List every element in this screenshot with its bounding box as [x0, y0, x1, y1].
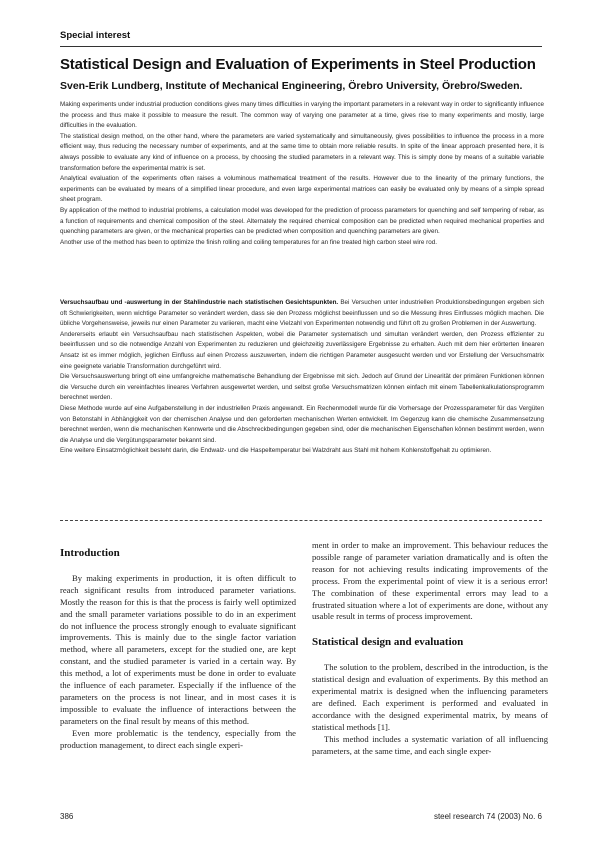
abstract-german: [60, 298, 544, 457]
section-heading-statistical-design: Statistical design and evaluation: [312, 636, 464, 649]
body-column-right: [312, 540, 548, 758]
body-paragraph: This method includes a systematic variation of all influencing parameters, at the same time, and each single exper-: [312, 733, 548, 756]
abstract-de-paragraph: Eine weitere Einsatzmöglichkeit besteht darin, die Endwalz- und die Haspeltemperatur bei Walzdraht aus Stahl mit hohem Kohlenstoffgehalt zu optimieren.: [60, 447, 492, 455]
header-rule: [60, 46, 542, 47]
abstract-english: [60, 100, 544, 248]
body-paragraph: By making experiments in production, it is often difficult to reach significant results from introduced parameter variations. Mostly the reason for this is that the process is fairly well optimized and the small parameter variations possible to do in an experiment do not influence the process strongly enough to evaluate significant improvements. This is mainly due to the single factor variation method, where all parameters, except for the studied one, are kept constant, and the studied parameter is varied in a certain way. By this method, a lot of experiments must be done in order to evaluate the influence of each parameter. Especially if the influence of the parameters on the process is not linear, and in most cases it is impossible to evaluate the influence of interactions between the parameters on the final result by means of this method.: [60, 572, 296, 726]
abstract-paragraph: The statistical design method, on the other hand, where the parameters are varied systematically and simultaneously, gives possibilities to influence the process in a more efficient way, thus reducing the necessary number of experiments, and at the same time to obtain more reliable results. In spite of the linear approach presented here, it is always possible to evaluate any kind of influence on a process, by choosing the studied parameters in a relevant way. This is simply done by means of a suitable variable transformation before the experimental matrix is set.: [60, 132, 544, 172]
page-number: 386: [60, 812, 74, 821]
abstract-de-heading: Versuchsaufbau und -auswertung in der Stahlindustrie nach statistischen Gesichtspunkten.: [60, 299, 339, 306]
article-authors: Sven-Erik Lundberg, Institute of Mechanical Engineering, Örebro University, Örebro/Sweden.: [60, 80, 523, 92]
abstract-paragraph: By application of the method to industrial problems, a calculation model was developed for the prediction of process parameters for quenching and self tempering of rebar, as a function of requirements and chemical composition of the steel. Alternately the required chemical composition can be predicted when required mechanical properties and quenching parameters are given, or the mechanical properties can be predicted when composition and quenching parameters are given.: [60, 206, 544, 236]
article-title: Statistical Design and Evaluation of Experiments in Steel Production: [60, 56, 536, 73]
section-tag: Special interest: [60, 30, 131, 41]
body-column-left: [60, 540, 296, 752]
abstract-de-paragraph: Die Versuchsauswertung bringt oft eine umfangreiche mathematische Behandlung der Ergebnisse mit sich. Jedoch auf Grund der Linearität der primären Funktionen können die Versuche durch ein vereinfachtes lineares Verfahren ausgewertet werden, und selbst große Versuchsmatrizen können einfach mit einem Tabellenkalkulationsprogramm berechnet werden.: [60, 373, 544, 402]
journal-citation: steel research 74 (2003) No. 6: [433, 812, 542, 821]
abstract-paragraph: Making experiments under industrial production conditions gives many times difficulties in varying the important parameters in a relevant way in order to significantly influence the process and thus make it possible to measure the result. The common way of varying one parameter at a time, gives rise to many experiments and mostly, large difficulties in the evaluation.: [60, 101, 544, 130]
abstract-divider: [60, 520, 542, 521]
abstract-paragraph: Analytical evaluation of the experiments often raises a voluminous mathematical treatment of the results. However due to the linearity of the primary functions, the experiments can be evaluated by means of a simplified linear procedure, and even large experimental matrices can easily be evaluated only by means of a simple spread sheet program.: [60, 175, 544, 204]
body-paragraph: Even more problematic is the tendency, especially from the production management, to direct each single experi-: [60, 727, 296, 750]
abstract-de-lead: [60, 298, 544, 330]
abstract-paragraph: Another use of the method has been to optimize the finish rolling and coiling temperatures for an fine treated high carbon steel wire rod.: [60, 238, 437, 246]
body-paragraph: The solution to the problem, described in the introduction, is the statistical design and evaluation of experiments. By this method an experimental matrix is designed when the influencing parameters are defined. Each experiment is performed and evaluated in accordance with the designed experimental matrix, by means of statistical methods [1].: [312, 662, 548, 732]
abstract-de-paragraph: Andererseits erlaubt ein Versuchsaufbau nach statistischen Aspekten, wobei die Parameter systematisch und simultan verändert werden, den Prozess effizienter zu beeinflussen und so die notwendige Anzahl von Experimenten zu reduzieren und gleichzeitig zuverlässigere Ergebnisse zu erhalten. Auch mit dem hier erörterten linearen Ansatz ist es immer möglich, jeglichen Einfluss auf einen Prozess auszuwerten, indem die richtigen Parameter ausgesucht werden und vor Erstellung der Versuchsmatrix eine geeignete variable Transformation durchgeführt wird.: [60, 330, 544, 370]
abstract-de-paragraph: Diese Methode wurde auf eine Aufgabenstellung in der industriellen Praxis angewandt. Ein Rechenmodell wurde für die Vorhersage der Prozessparameter für das Vergüten von Betonstahl in Abhängigkeit von der chemischen Analyse und den geforderten mechanischen Werten entwickelt. Im Gegenzug kann die chemische Zusammensetzung berechnet werden, wenn die mechanischen Kennwerte und die Abschreckbedingungen gegeben sind, oder die mechanischen Eigenschaften können bestimmt werden, wenn die Analyse und die Vergütungsparameter bekannt sind.: [60, 404, 544, 444]
section-heading-introduction: Introduction: [60, 547, 120, 559]
abstract-de-lead-text: Bei Versuchen unter industriellen Produktionsbedingungen ergeben sich oft Schwierigkeiten, wenn wichtige Parameter so verändert werden, dass sie den Prozess möglichst beeinflussen und so die Messung ihres Einflusses möglich machen. Die übliche Vorgehensweise, jeweils nur einen Parameter zu variieren, macht eine Vielzahl von Experimenten notwendig und führt oft zu großen Problemen in der Auswertung.: [60, 299, 545, 328]
body-paragraph: ment in order to make an improvement. This behaviour reduces the possible range of parameter variation dramatically and is often the reason for not achieving results indicating improvements of the process. From the experimental point of view it is a serious error! The combination of these experimental errors may lead to a frustrated situation where a lot of experiments are done, without any usable result in terms of process improvement.: [312, 540, 548, 622]
